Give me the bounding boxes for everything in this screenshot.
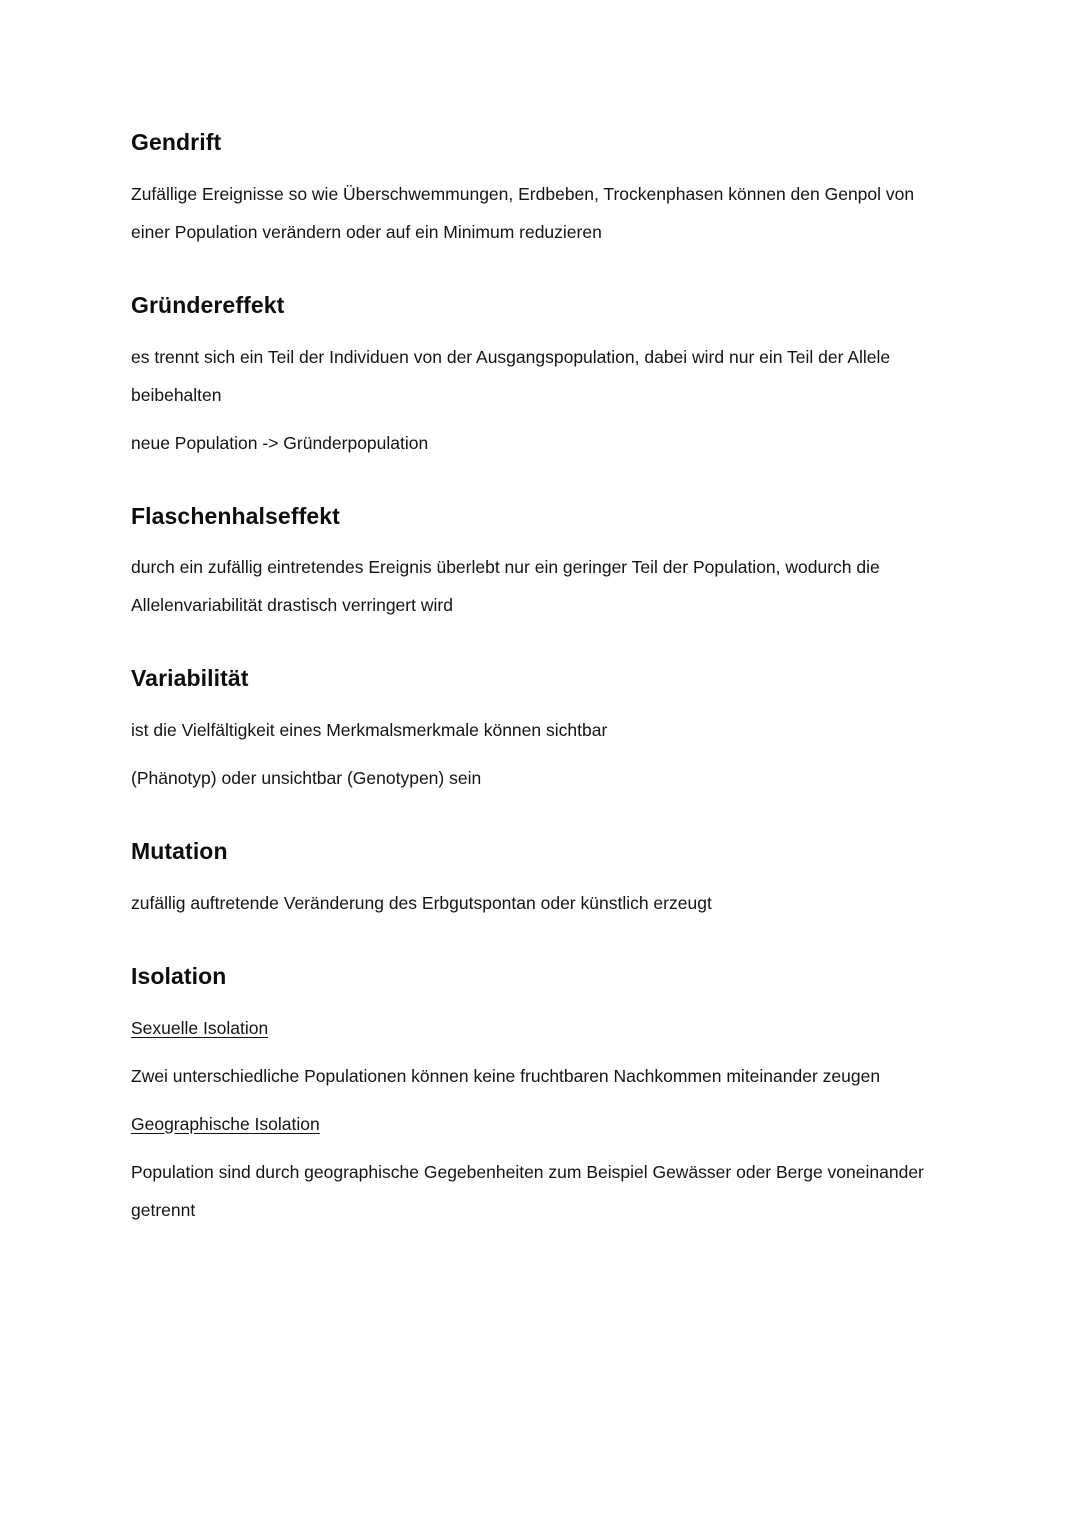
paragraph: Zwei unterschiedliche Populationen können keine fruchtbaren Nachkommen miteinander zeugen [131, 1065, 881, 1086]
paragraph: es trennt sich ein Teil der Individuen von der Ausgangspopulation, dabei wird nur ein Teil der Allele beibehalten [131, 346, 891, 405]
section-flaschenhalseffekt [131, 472, 952, 625]
section-heading: Gründereffekt [131, 291, 285, 318]
section-gendrift [131, 128, 952, 251]
section-variabilitaet [131, 634, 952, 797]
subheading-sexuelle-isolation: Sexuelle Isolation [131, 1017, 269, 1038]
paragraph: Population sind durch geographische Gegebenheiten zum Beispiel Gewässer oder Berge voneinander getrennt [131, 1161, 924, 1220]
section-heading: Isolation [131, 962, 227, 989]
paragraph: ist die Vielfältigkeit eines Merkmalsmerkmale können sichtbar [131, 720, 608, 740]
section-mutation [131, 807, 952, 922]
subheading-geographische-isolation: Geographische Isolation [131, 1113, 320, 1134]
section-heading: Variabilität [131, 665, 249, 692]
paragraph: (Phänotyp) oder unsichtbar (Genotypen) sein [131, 768, 482, 788]
paragraph: durch ein zufällig eintretendes Ereignis überlebt nur ein geringer Teil der Population, wodurch die Allelenvariabilität drastisch verringert wird [131, 557, 880, 616]
section-heading: Mutation [131, 838, 228, 864]
section-gruendereffekt [131, 261, 952, 462]
section-heading: Gendrift [131, 129, 222, 155]
paragraph: neue Population -> Gründerpopulation [131, 432, 429, 453]
section-isolation [131, 932, 952, 1229]
paragraph: Zufällige Ereignisse so wie Überschwemmungen, Erdbeben, Trockenphasen können den Genpol von einer Population verändern oder auf ein Minimum reduzieren [131, 183, 915, 242]
section-heading: Flaschenhalseffekt [131, 502, 340, 529]
paragraph: zufällig auftretende Veränderung des Erbgutspontan oder künstlich erzeugt [131, 892, 712, 913]
